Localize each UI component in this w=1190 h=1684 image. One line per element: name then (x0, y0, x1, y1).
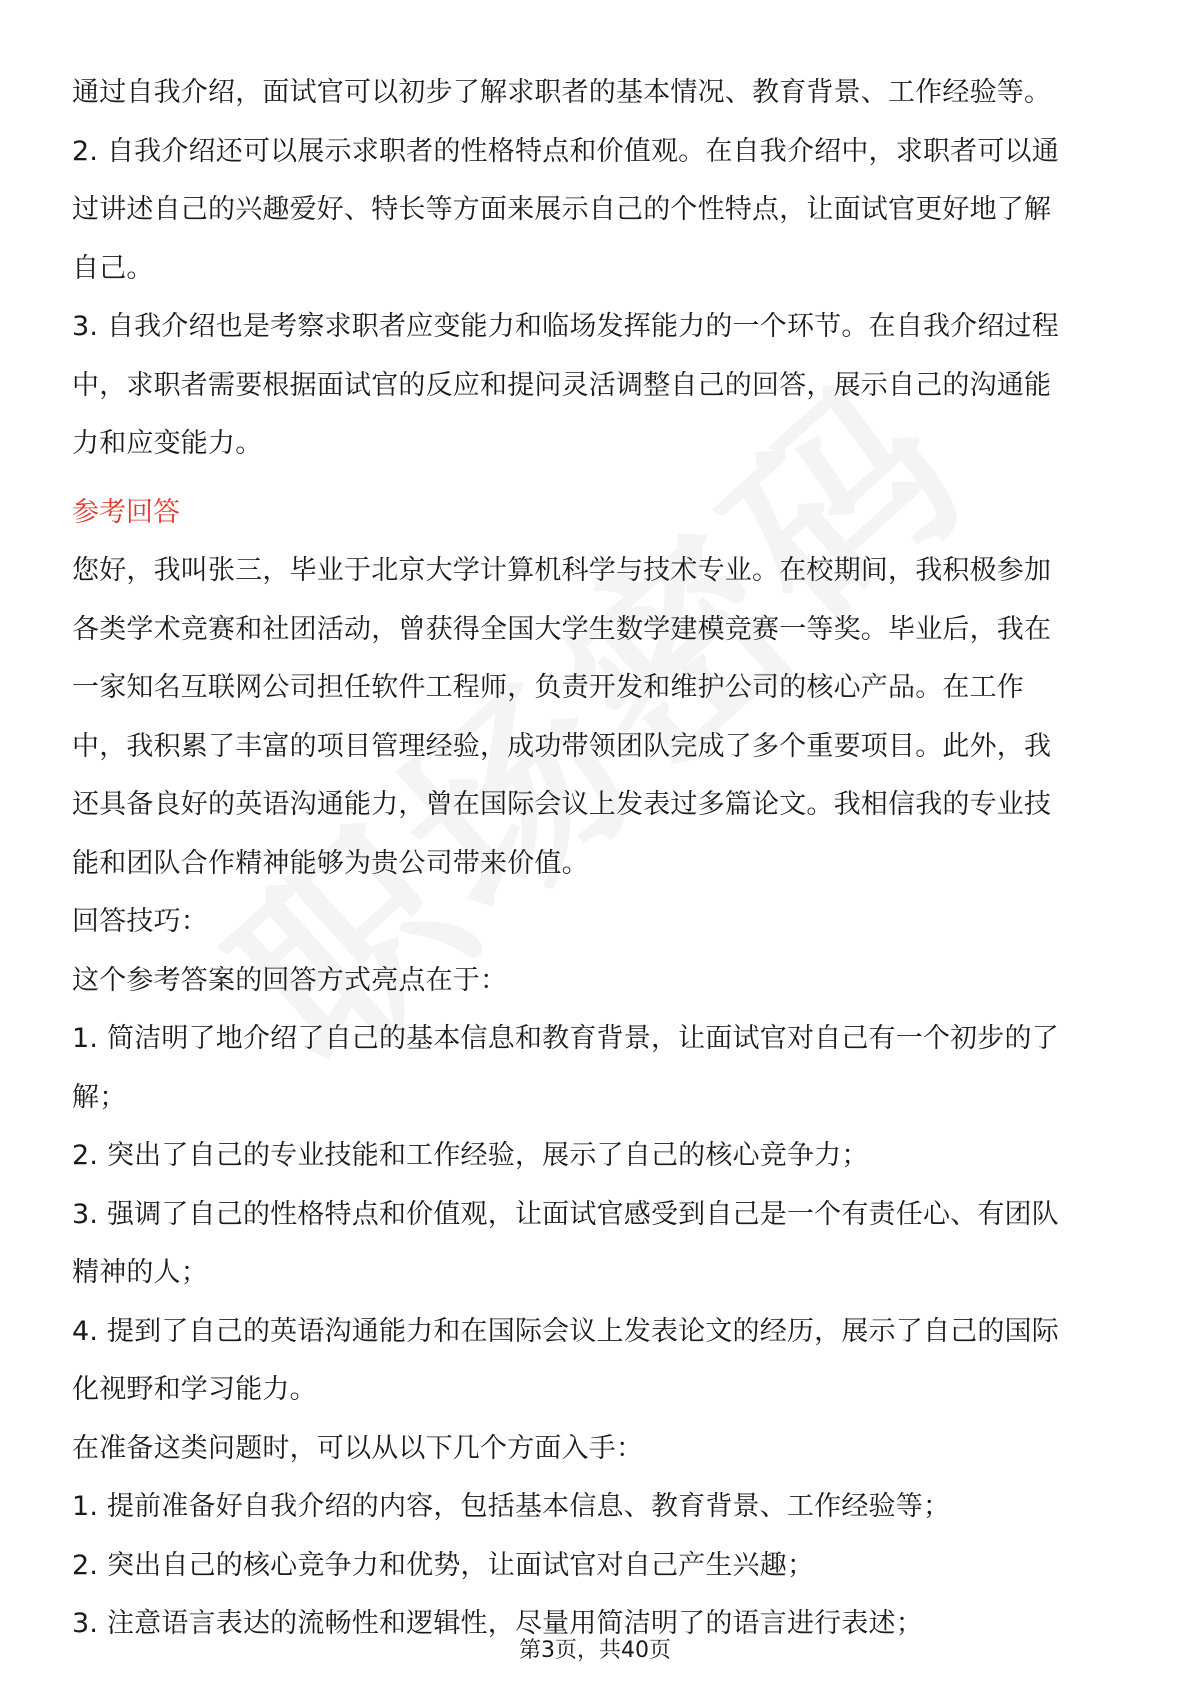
text-line: 解； (72, 1081, 127, 1113)
text-line: 1. 简洁明了地介绍了自己的基本信息和教育背景，让面试官对自己有一个初步的了 (72, 1023, 1059, 1054)
text-line: 中，求职者需要根据面试官的反应和提问灵活调整自己的回答，展示自己的沟通能 (72, 369, 1052, 401)
paragraph-reference-answer (72, 542, 1120, 1654)
text-line: 3. 注意语言表达的流畅性和逻辑性，尽量用简洁明了的语言进行表述； (72, 1608, 923, 1639)
text-line: 过讲述自己的兴趣爱好、特长等方面来展示自己的个性特点，让面试官更好地了解 (72, 194, 1052, 225)
text-line: 2. 自我介绍还可以展示求职者的性格特点和价值观。在自我介绍中，求职者可以通 (72, 135, 1059, 167)
text-line: 一家知名互联网公司担任软件工程师，负责开发和维护公司的核心产品。在工作 (72, 672, 1024, 703)
text-line: 3. 强调了自己的性格特点和价值观，让面试官感受到自己是一个有责任心、有团队 (72, 1198, 1059, 1230)
text-line: 通过自我介绍，面试官可以初步了解求职者的基本情况、教育背景、工作经验等。 (72, 77, 1052, 108)
text-line: 3. 自我介绍也是考察求职者应变能力和临场发挥能力的一个环节。在自我介绍过程 (72, 311, 1059, 342)
text-line: 这个参考答案的回答方式亮点在于： (72, 964, 508, 996)
page-number: 第3页，共40页 (519, 1638, 671, 1663)
text-line: 还具备良好的英语沟通能力，曾在国际会议上发表过多篇论文。我相信我的专业技 (72, 789, 1052, 820)
text-line: 力和应变能力。 (72, 428, 263, 459)
text-line: 1. 提前准备好自我介绍的内容，包括基本信息、教育背景、工作经验等； (72, 1491, 951, 1522)
document-body (72, 64, 1120, 1654)
text-line: 能和团队合作精神能够为贵公司带来价值。 (72, 847, 589, 879)
text-line: 各类学术竞赛和社团活动，曾获得全国大学生数学建模竞赛一等奖。毕业后，我在 (72, 613, 1052, 645)
text-line: 4. 提到了自己的英语沟通能力和在国际会议上发表论文的经历，展示了自己的国际 (72, 1315, 1059, 1347)
paragraph-intro (72, 64, 1120, 474)
text-line: 回答技巧： (72, 906, 208, 937)
text-line: 自己。 (72, 252, 154, 284)
text-line: 精神的人； (72, 1257, 208, 1288)
text-line: 您好，我叫张三，毕业于北京大学计算机科学与技术专业。在校期间，我积极参加 (72, 555, 1052, 586)
text-line: 中，我积累了丰富的项目管理经验，成功带领团队完成了多个重要项目。此外，我 (72, 730, 1052, 762)
text-line: 2. 突出自己的核心竞争力和优势，让面试官对自己产生兴趣； (72, 1549, 815, 1581)
text-line: 化视野和学习能力。 (72, 1374, 317, 1405)
text-line: 在准备这类问题时，可以从以下几个方面入手： (72, 1432, 644, 1464)
text-line: 2. 突出了自己的专业技能和工作经验，展示了自己的核心竞争力； (72, 1140, 869, 1171)
section-heading: 参考回答 (72, 496, 180, 528)
